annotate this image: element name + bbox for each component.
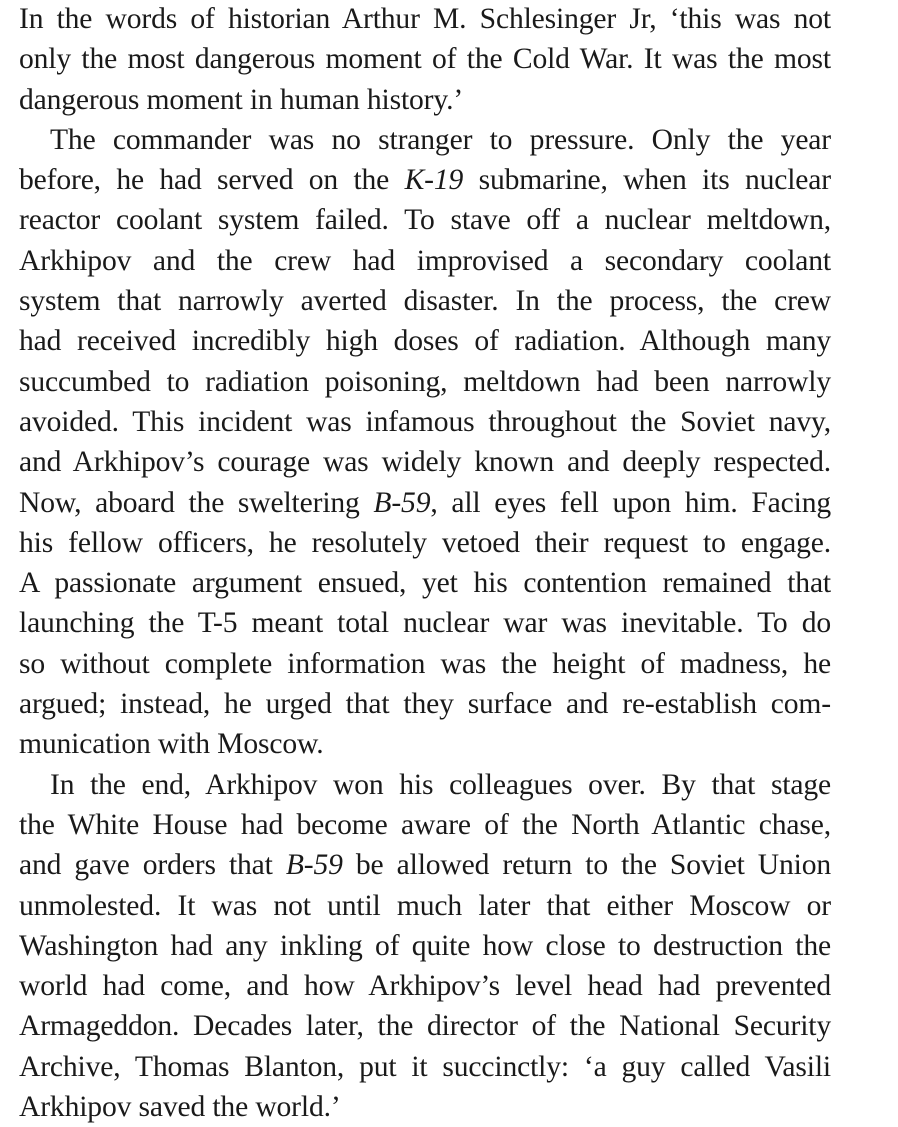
text-run: The commander was no stranger to pressure. Only the year [50, 123, 831, 156]
text-line [19, 80, 831, 120]
text-run: launching the T-5 meant total nuclear war was inevitable. To do [19, 607, 831, 640]
text-run: argued; instead, he urged that they surface and re-establish com- [19, 688, 831, 721]
text-run: so without complete information was the height of madness, he [19, 647, 831, 680]
italic-text: K-19 [404, 164, 464, 197]
text-run: Arkhipov saved the world.’ [19, 1091, 341, 1124]
text-line [19, 805, 831, 845]
text-run: Washington had any inkling of quite how close to destruction the [19, 929, 831, 962]
text-line [19, 281, 831, 321]
text-run: world had come, and how Arkhipov’s level head had prevented [19, 970, 831, 1003]
text-run: had received incredibly high doses of radiation. Although many [19, 325, 831, 358]
text-line [19, 442, 831, 482]
text-line [19, 765, 831, 805]
text-run: A passionate argument ensued, yet his contention remained that [19, 567, 831, 600]
text-line [19, 845, 831, 885]
text-line [19, 0, 831, 39]
text-run: Arkhipov and the crew had improvised a secondary coolant [19, 244, 831, 277]
italic-text: B-59 [285, 849, 343, 882]
text-run: reactor coolant system failed. To stave off a nuclear meltdown, [19, 204, 831, 237]
text-line [19, 362, 831, 402]
text-line [19, 523, 831, 563]
text-line [19, 1087, 831, 1127]
text-line [19, 603, 831, 643]
text-run: In the words of historian Arthur M. Schlesinger Jr, ‘this was not [19, 3, 831, 35]
text-run: be allowed return to the Soviet Union [342, 849, 831, 882]
text-line [19, 684, 831, 724]
text-line [19, 644, 831, 684]
text-run: before, he had served on the [19, 164, 405, 197]
text-run: Now, aboard the sweltering [19, 486, 374, 519]
italic-text: B-59 [373, 486, 431, 519]
text-run: his fellow officers, he resolutely vetoed their request to engage. [19, 526, 831, 559]
text-line [19, 926, 831, 966]
text-line [19, 1047, 831, 1087]
text-line [19, 886, 831, 926]
text-run: only the most dangerous moment of the Cold War. It was the most [19, 43, 831, 76]
paragraph-2 [19, 120, 831, 765]
text-run: Archive, Thomas Blanton, put it succinctly: ‘a guy called Vasili [19, 1050, 831, 1083]
text-run: the White House had become aware of the North Atlantic chase, [19, 808, 831, 841]
text-line [19, 966, 831, 1006]
text-line [19, 120, 831, 160]
text-line [19, 321, 831, 361]
text-run: dangerous moment in human history.’ [19, 83, 464, 116]
text-run: system that narrowly averted disaster. In the process, the crew [19, 285, 831, 318]
text-run: and Arkhipov’s courage was widely known and deeply respected. [19, 446, 831, 479]
text-line [19, 724, 831, 764]
text-line [19, 241, 831, 281]
paragraph-3 [19, 765, 831, 1127]
text-line [19, 563, 831, 603]
text-run: munication with Moscow. [19, 728, 324, 761]
text-run: and gave orders that [19, 849, 286, 882]
text-run: In the end, Arkhipov won his colleagues over. By that stage [50, 768, 831, 801]
text-line [19, 1006, 831, 1046]
text-run: succumbed to radiation poisoning, meltdown had been narrowly [19, 365, 831, 398]
text-line [19, 200, 831, 240]
paragraph-1 [19, 0, 831, 120]
text-run: , all eyes fell upon him. Facing [430, 486, 831, 519]
text-line [19, 483, 831, 523]
text-line [19, 160, 831, 200]
text-run: unmolested. It was not until much later that either Moscow or [19, 889, 831, 922]
text-line [19, 39, 831, 79]
text-line [19, 402, 831, 442]
text-run: avoided. This incident was infamous throughout the Soviet navy, [19, 405, 831, 438]
text-run: Armageddon. Decades later, the director of the National Security [19, 1010, 831, 1043]
text-run: submarine, when its nuclear [463, 164, 831, 197]
